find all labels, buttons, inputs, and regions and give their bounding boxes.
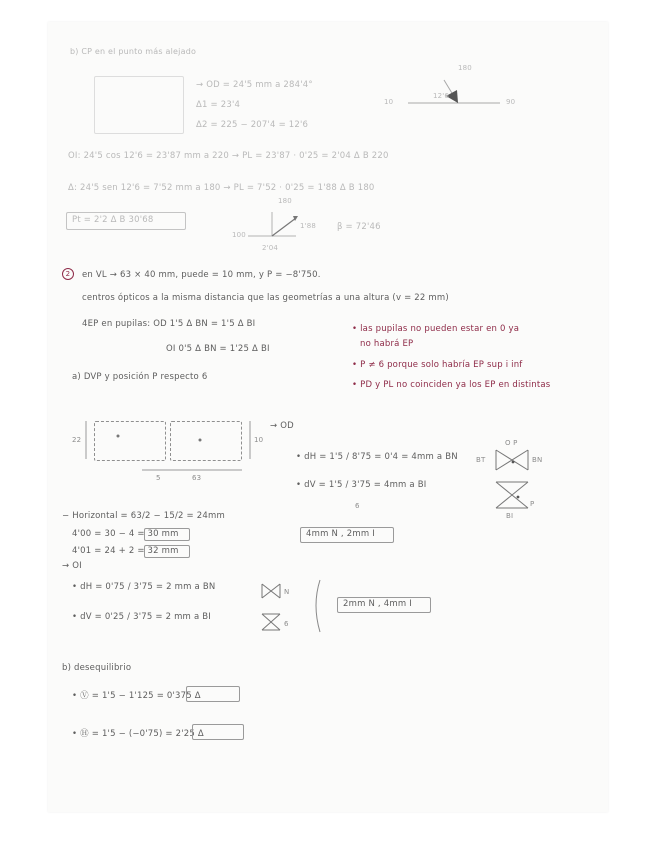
cross-p: P <box>530 500 535 508</box>
calc-v: • Ⓥ = 1'5 − 1'125 = 0'375 Δ <box>72 691 201 701</box>
sec2-line3: 4EP en pupilas: OD 1'5 Δ BN = 1'5 Δ BI <box>82 319 256 329</box>
small-100: 100 <box>232 231 246 239</box>
line-oi-cos: OI: 24'5 cos 12'6 = 23'87 mm a 220 → PL = 23'87 · 0'25 = 2'04 Δ B 220 <box>68 151 389 161</box>
sec2-a-heading: a) DVP y posición P respecto 6 <box>72 372 208 382</box>
calc-dv-oi: • dV = 0'25 / 3'75 = 2 mm a BI <box>72 612 211 622</box>
line-delta2: Δ2 = 225 − 207'4 = 12'6 <box>196 120 309 130</box>
diag-label-180: 180 <box>458 64 472 72</box>
box-h <box>192 724 244 740</box>
oi-label: → OI <box>62 561 82 571</box>
sec2-line2: centros ópticos a la misma distancia que las geometrías a una altura (v = 22 mm) <box>82 293 449 303</box>
sec2-b-heading: b) desequilibrio <box>62 663 132 673</box>
calc-dh-oi: • dH = 0'75 / 3'75 = 2 mm a BN <box>72 582 216 592</box>
calc-400: 4'00 = 30 − 4 = 30 mm <box>72 529 179 539</box>
section-2-number: 2 <box>62 268 74 280</box>
arrow-six: 6 <box>355 502 360 510</box>
cross2-n: N <box>284 588 290 596</box>
red-note-1: • las pupilas no pueden estar en 0 ya <box>352 324 520 334</box>
calc-horizontal: − Horizontal = 63/2 − 15/2 = 24mm <box>62 511 225 521</box>
calc-h: • Ⓗ = 1'5 − (−0'75) = 2'25 Δ <box>72 729 204 739</box>
heading-cp: b) CP en el punto más alejado <box>70 47 197 56</box>
cross-bt: BT <box>476 456 486 464</box>
od-label: → OD <box>270 421 294 431</box>
cross-bn: BN <box>532 456 543 464</box>
red-note-3: • P ≠ 6 porque solo habría EP sup i inf <box>352 360 523 370</box>
small-result: β = 72'46 <box>337 222 381 232</box>
cross-op: O P <box>505 439 518 447</box>
lens-label-22: 22 <box>72 436 82 444</box>
line-delta1: Δ1 = 23'4 <box>196 100 241 110</box>
lens-label-10: 10 <box>254 436 264 444</box>
line-od: → OD = 24'5 mm a 284'4° <box>196 80 313 90</box>
result-oi: 2mm N , 4mm I <box>343 599 412 609</box>
diag-label-90: 90 <box>506 98 516 106</box>
diag-label-10: 10 <box>384 98 394 106</box>
calc-dv-od: • dV = 1'5 / 3'75 = 4mm a BI <box>296 480 427 490</box>
result-od: 4mm N , 2mm I <box>306 529 375 539</box>
line-delta-sen: Δ: 24'5 sen 12'6 = 7'52 mm a 180 → PL = 7'52 · 0'25 = 1'88 Δ B 180 <box>68 183 375 193</box>
result-text: Pt = 2'2 Δ B 30'68 <box>72 215 154 225</box>
red-note-2: no habrá EP <box>360 339 414 349</box>
cross-bi: BI <box>506 512 514 520</box>
diag-label-angle: 12'6 <box>433 92 450 100</box>
small-188: 1'88 <box>300 222 317 230</box>
lens-label-u: 5 <box>156 474 161 482</box>
small-204: 2'04 <box>262 244 279 252</box>
calc-dh-od: • dH = 1'5 / 8'75 = 0'4 = 4mm a BN <box>296 452 458 462</box>
lens-label-63: 63 <box>192 474 202 482</box>
sec2-line1: en VL → 63 × 40 mm, puede = 10 mm, y P = −8'750. <box>82 270 321 280</box>
cross2-6: 6 <box>284 620 289 628</box>
calc-401: 4'01 = 24 + 2 = 32 mm <box>72 546 179 556</box>
small-180: 180 <box>278 197 292 205</box>
box-v <box>186 686 240 702</box>
sec2-line4: OI 0'5 Δ BN = 1'25 Δ BI <box>166 344 270 354</box>
red-note-4: • PD y PL no coinciden ya los EP en distintas <box>352 380 551 390</box>
